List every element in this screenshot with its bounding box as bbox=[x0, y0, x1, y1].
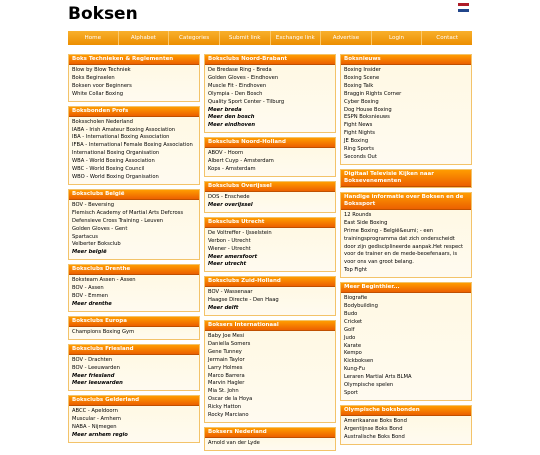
category-box-boksclubs-europa bbox=[68, 316, 200, 340]
link-item[interactable]: Australische Boks Bond bbox=[344, 433, 405, 440]
category-links bbox=[205, 192, 335, 212]
category-links bbox=[69, 200, 199, 259]
more-link[interactable]: Meer den bosch bbox=[208, 114, 255, 121]
nav-contact[interactable]: Contact bbox=[436, 35, 459, 41]
category-heading[interactable]: Boksclubs België bbox=[69, 190, 199, 200]
category-box-boks-technieken-reglementen bbox=[68, 54, 200, 102]
category-box-boksbonden-profs bbox=[68, 106, 200, 185]
link-item[interactable]: NABA - Nijmegen bbox=[72, 424, 117, 431]
category-links bbox=[69, 355, 199, 391]
link-item[interactable]: Boxing Talk bbox=[344, 82, 374, 89]
category-box-olympische-boksbonden bbox=[340, 405, 472, 445]
category-links bbox=[69, 65, 199, 101]
link-item[interactable]: Daniella Somers bbox=[208, 340, 251, 347]
link-item[interactable]: Amerikaanse Boks Bond bbox=[344, 417, 407, 424]
link-item[interactable]: 12 Rounds bbox=[344, 211, 372, 218]
category-links bbox=[341, 293, 471, 400]
link-item[interactable]: Jermain Taylor bbox=[208, 356, 245, 363]
category-links bbox=[341, 416, 471, 444]
link-item[interactable]: Arnold van der Lyde bbox=[208, 440, 260, 446]
link-item[interactable]: Judo bbox=[344, 334, 356, 341]
link-item[interactable]: Karate bbox=[344, 342, 362, 349]
category-heading[interactable]: Olympische boksbonden bbox=[341, 406, 471, 416]
link-item[interactable]: Marco Barrera bbox=[208, 372, 245, 379]
link-item[interactable]: Biografie bbox=[344, 295, 368, 302]
link-item[interactable]: De Voltreffer - IJsselstein bbox=[208, 229, 272, 236]
category-heading[interactable]: Boksclubs Friesland bbox=[69, 345, 199, 355]
category-box-digitaal-televisie-kijken-naar-boksevenementen bbox=[340, 169, 472, 188]
link-item[interactable]: Marvin Hagler bbox=[208, 380, 245, 387]
link-item[interactable]: De Bredase Ring - Breda bbox=[208, 67, 272, 73]
link-item[interactable]: Fight Nights bbox=[344, 130, 375, 137]
category-box-boksclubs-noord-holland bbox=[204, 137, 336, 177]
link-item[interactable]: ABCC - Apeldoorn bbox=[72, 408, 118, 415]
nav-submit-link[interactable]: Submit link bbox=[220, 31, 271, 45]
more-link[interactable]: Meer amersfoort bbox=[208, 253, 258, 260]
link-item[interactable]: Argentijnse Boks Bond bbox=[344, 425, 403, 432]
category-box-boksclubs-gelderland bbox=[68, 395, 200, 443]
flag-stripe-blue bbox=[458, 9, 469, 12]
category-heading[interactable]: Boksclubs Europa bbox=[69, 317, 199, 327]
link-item[interactable]: Braggin Rights Corner bbox=[344, 90, 402, 97]
category-heading[interactable]: Boksclubs Noord-Brabant bbox=[205, 55, 335, 65]
link-item[interactable]: Seconds Out bbox=[344, 153, 377, 160]
main-navigation bbox=[68, 31, 472, 45]
link-item[interactable]: JE Boxing bbox=[344, 138, 369, 145]
link-item[interactable]: WBC - World Boxing Council bbox=[72, 166, 145, 173]
category-heading[interactable]: Meer Beginthier... bbox=[341, 283, 471, 293]
link-item[interactable]: Olympische spelen bbox=[344, 382, 394, 389]
link-item[interactable]: WBA - World Boxing Association bbox=[72, 158, 155, 165]
category-box-handige-informatie-over-boksen-en-de-bokssport bbox=[340, 192, 472, 278]
nav-categories[interactable]: Categories bbox=[169, 31, 220, 45]
link-item[interactable]: ESPN Boksnieuws bbox=[344, 114, 390, 121]
link-item[interactable]: BOV - Leeuwarden bbox=[72, 364, 120, 371]
link-item[interactable]: Boxing Insider bbox=[344, 67, 381, 73]
category-heading[interactable]: Boksclubs Overijssel bbox=[205, 182, 335, 192]
category-box-boksclubs-friesland bbox=[68, 344, 200, 392]
link-item[interactable]: Blow by Blow Techniek bbox=[72, 67, 131, 73]
category-heading[interactable]: Boksnieuws bbox=[341, 55, 471, 65]
link-item[interactable]: Wiener - Utrecht bbox=[208, 245, 251, 252]
category-heading[interactable]: Boksers Nederland bbox=[205, 428, 335, 438]
category-box-boksers-nederland bbox=[204, 427, 336, 451]
category-heading[interactable]: Handige informatie over Boksen en de Bokssport bbox=[341, 193, 471, 210]
netherlands-flag-icon[interactable] bbox=[458, 3, 469, 12]
middle-column bbox=[204, 54, 336, 455]
link-item[interactable]: Boksteam Assen - Assen bbox=[72, 277, 136, 284]
more-link[interactable]: Meer breda bbox=[208, 106, 242, 113]
link-item[interactable]: Kempo bbox=[344, 350, 362, 357]
link-item[interactable]: BOV - Assen bbox=[72, 285, 104, 292]
more-link[interactable]: Meer friesland bbox=[72, 372, 115, 379]
link-item[interactable]: Golf bbox=[344, 326, 355, 333]
category-box-boksnieuws bbox=[340, 54, 472, 165]
link-item[interactable]: Boxing Scene bbox=[344, 74, 380, 81]
link-item[interactable]: IBA - International Boxing Association bbox=[72, 134, 170, 141]
more-link[interactable]: Meer drenthe bbox=[72, 300, 112, 307]
category-heading[interactable]: Boksclubs Noord-Holland bbox=[205, 138, 335, 148]
link-item[interactable]: ABOV - Hoorn bbox=[208, 150, 244, 157]
category-heading[interactable]: Boksclubs Utrecht bbox=[205, 218, 335, 228]
more-link[interactable]: Meer utrecht bbox=[208, 261, 247, 268]
link-item[interactable]: Cricket bbox=[344, 318, 363, 325]
category-heading[interactable]: Boksbonden Profs bbox=[69, 107, 199, 117]
link-item[interactable]: Kops - Amsterdam bbox=[208, 166, 256, 173]
link-item[interactable]: Sport bbox=[344, 390, 358, 396]
category-box-boksclubs-utrecht bbox=[204, 217, 336, 273]
category-links bbox=[341, 65, 471, 164]
link-item[interactable]: Golden Gloves - Eindhoven bbox=[208, 74, 279, 81]
more-link[interactable]: Meer leeuwarden bbox=[72, 380, 123, 387]
link-item[interactable]: Leraren Martial Arts BLMA bbox=[344, 374, 412, 381]
link-item[interactable]: Velberter Boksclub bbox=[72, 241, 121, 248]
link-item[interactable]: East Side Boxing bbox=[344, 219, 388, 226]
more-link[interactable]: Meer arnhem regio bbox=[72, 432, 128, 439]
link-description[interactable]: Prime Boxing - België&eumi; - een trainingsprogramma dat zich onderscheidt door zijn gedisciplineerde aanpak.Het respect voor de trainer en de mede-beoefenaars, is voor ons van groot belang. bbox=[344, 227, 464, 266]
category-links bbox=[69, 406, 199, 442]
category-heading[interactable]: Boksers Internationaal bbox=[205, 321, 335, 331]
category-links bbox=[205, 148, 335, 176]
category-box-boksclubs-noord-brabant bbox=[204, 54, 336, 133]
link-item[interactable]: Cyber Boxing bbox=[344, 98, 379, 105]
category-links bbox=[205, 228, 335, 272]
category-links bbox=[69, 275, 199, 311]
category-heading[interactable]: Boks Technieken & Reglementen bbox=[69, 55, 199, 65]
category-box-boksclubs-overijssel bbox=[204, 181, 336, 213]
link-item[interactable]: BOV - Beversing bbox=[72, 201, 115, 208]
category-heading[interactable]: Boksclubs Zuid-Holland bbox=[205, 277, 335, 287]
category-box-boksclubs-belgi bbox=[68, 189, 200, 260]
link-item[interactable]: Baby Joe Mesi bbox=[208, 333, 245, 340]
link-item[interactable]: Quality Sport Center - Tilburg bbox=[208, 98, 285, 105]
link-item[interactable]: Defensieve Cross Training - Leuven bbox=[72, 217, 164, 224]
nav-advertise[interactable]: Advertise bbox=[321, 31, 372, 45]
more-link[interactable]: Meer delft bbox=[208, 305, 239, 312]
link-item[interactable]: Boks Beginselen bbox=[72, 74, 115, 81]
category-links bbox=[341, 210, 471, 277]
link-item[interactable]: Spartacus bbox=[72, 233, 98, 240]
nav-home[interactable]: Home bbox=[68, 31, 119, 45]
link-item[interactable]: Kung-Fu bbox=[344, 366, 365, 373]
category-heading[interactable]: Boksclubs Gelderland bbox=[69, 396, 199, 406]
nav-login[interactable]: Login bbox=[372, 31, 423, 45]
link-item[interactable]: Oscar de la Hoya bbox=[208, 396, 253, 403]
link-item[interactable]: Rocky Marciano bbox=[208, 412, 249, 419]
site-title: Boksen bbox=[68, 4, 138, 24]
link-item[interactable]: Kickboksen bbox=[344, 358, 374, 365]
left-column bbox=[68, 54, 200, 447]
link-item[interactable]: Boksscholen Nederland bbox=[72, 118, 133, 125]
link-item[interactable]: Ring Sports bbox=[344, 146, 374, 153]
link-item[interactable]: IFBA - International Female Boxing Association bbox=[72, 142, 193, 149]
category-box-boksers-internationaal bbox=[204, 320, 336, 423]
link-item[interactable]: Bodybuilding bbox=[344, 303, 378, 310]
link-item[interactable]: Dog House Boxing bbox=[344, 106, 392, 113]
link-item[interactable]: Muscular - Arnhem bbox=[72, 416, 121, 423]
category-links bbox=[205, 287, 335, 315]
right-column bbox=[340, 54, 472, 449]
link-item[interactable]: BOV - Wassenaar bbox=[208, 289, 253, 296]
link-item[interactable]: IABA - Irish Amateur Boxing Association bbox=[72, 126, 176, 133]
link-item[interactable]: White Collar Boxing bbox=[72, 90, 124, 97]
link-item[interactable]: Top Fight bbox=[344, 267, 368, 274]
category-links bbox=[69, 117, 199, 184]
link-item[interactable]: WBO - World Boxing Organisation bbox=[72, 173, 159, 180]
link-item[interactable]: Larry Holmes bbox=[208, 364, 243, 371]
more-link[interactable]: Meer belgië bbox=[72, 249, 107, 256]
link-item[interactable]: Verbon - Utrecht bbox=[208, 237, 251, 244]
category-heading[interactable]: Boksclubs Drenthe bbox=[69, 265, 199, 275]
category-links bbox=[205, 65, 335, 132]
link-item[interactable]: Haagse Directe - Den Haag bbox=[208, 297, 279, 304]
link-item[interactable]: Boksen voor Beginners bbox=[72, 82, 132, 89]
nav-alphabet[interactable]: Alphabet bbox=[119, 31, 170, 45]
link-item[interactable]: Golden Gloves - Gent bbox=[72, 225, 128, 232]
category-box-meer-beginthier bbox=[340, 282, 472, 401]
link-item[interactable]: Muscle Fit - Eindhoven bbox=[208, 82, 267, 89]
link-item[interactable]: Mia St. John bbox=[208, 388, 239, 395]
link-item[interactable]: Albert Cuyp - Amsterdam bbox=[208, 158, 274, 165]
link-item[interactable]: Gene Tunney bbox=[208, 348, 242, 355]
link-item[interactable]: Budo bbox=[344, 310, 358, 317]
link-item[interactable]: Fight News bbox=[344, 122, 373, 129]
category-links bbox=[69, 327, 199, 339]
more-link[interactable]: Meer overijssel bbox=[208, 201, 253, 208]
link-item[interactable]: Ricky Hatton bbox=[208, 404, 242, 411]
link-item[interactable]: Flemisch Academy of Martial Arts Defcross bbox=[72, 209, 184, 216]
link-item[interactable]: Olympia - Den Bosch bbox=[208, 90, 263, 97]
link-item[interactable]: International Boxing Organisation bbox=[72, 150, 160, 157]
category-box-boksclubs-drenthe bbox=[68, 264, 200, 312]
category-box-boksclubs-zuid-holland bbox=[204, 276, 336, 316]
link-item[interactable]: Champions Boxing Gym bbox=[72, 328, 135, 335]
link-item[interactable]: BOV - Drachten bbox=[72, 356, 113, 363]
nav-exchange-link[interactable]: Exchange link bbox=[271, 31, 322, 45]
more-link[interactable]: Meer eindhoven bbox=[208, 122, 256, 129]
category-links bbox=[205, 438, 335, 450]
category-heading[interactable]: Digitaal Televisie Kijken naar Boksevenementen bbox=[341, 170, 471, 187]
link-item[interactable]: BOV - Emmen bbox=[72, 293, 109, 300]
category-links bbox=[205, 331, 335, 422]
link-item[interactable]: DOS - Enschede bbox=[208, 193, 250, 200]
